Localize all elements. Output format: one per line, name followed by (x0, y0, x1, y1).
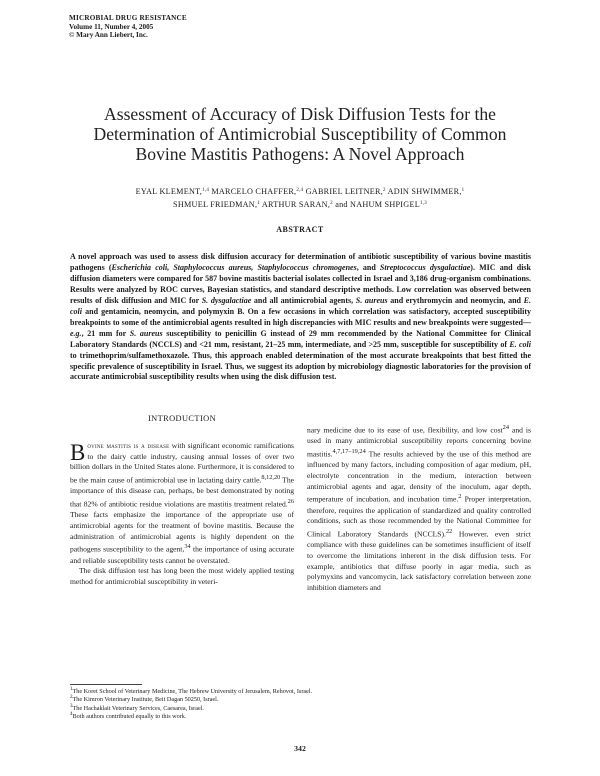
footnote-text: Both authors contributed equally to this work. (72, 712, 187, 720)
journal-copyright: © Mary Ann Liebert, Inc. (69, 31, 148, 40)
citation-mark: 22 (445, 527, 453, 535)
journal-volume: Volume 11, Number 4, 2005 (69, 22, 154, 31)
paragraph-text: with significant economic ramifications to the dairy cattle industry, causing annual losses of over two billion dollars in the United States alone. Furthermore, it is considered to be the main cause of antimicrobial use in lactating dairy cattle. (70, 441, 295, 485)
body-column-left (70, 441, 294, 588)
paragraph-text: However, even strict compliance with these guidelines can be sometimes insufficient of itself to overcome the limitations inherent in the disk diffusion tests. For example, antibiotics that diffuse poorly in agar media, such as polymyxins and vancomycin, lack satisfactory correlation between zone inhibition diameters and (307, 529, 532, 592)
abstract-text: and erythromycin and neomycin, and (387, 295, 524, 305)
abstract-emphasis: e.g. (70, 328, 82, 338)
abstract-text: , and (356, 262, 380, 272)
author-affiliation-mark: 1,3 (419, 200, 427, 206)
drop-cap: B (70, 440, 86, 465)
paragraph-text: The importance of this disease can, perhaps, be best demonstrated by noting that 82% of antibiotic residue violations are mastitis treatment related. (70, 475, 294, 509)
abstract-body (70, 252, 531, 383)
body-column-right (307, 423, 531, 594)
citation-mark: 4,7,17–19,24 (332, 447, 366, 455)
footnote-mark: 2 (70, 695, 73, 701)
abstract-text: , 21 mm for (81, 328, 130, 338)
citation-mark: 2 (458, 493, 462, 501)
paragraph-text: nary medicine due to its ease of use, flexibility, and low cost (307, 425, 503, 435)
citation-mark: 34 (184, 543, 191, 551)
footnote-mark: 4 (70, 711, 73, 717)
intro-paragraph-1 (70, 441, 294, 566)
footnote-text: The Koret School of Veterinary Medicine, The Hebrew University of Jerusalem, Rehovot, Israel. (72, 688, 313, 695)
author-affiliation-mark: 1 (257, 200, 261, 206)
abstract-text: and all antimicrobial agents, (251, 295, 356, 305)
author-name: SHMUEL FRIEDMAN, (173, 199, 258, 209)
footnote (70, 705, 531, 713)
footnote (70, 713, 531, 721)
species-name: S. dysgalactiae (201, 295, 252, 305)
author-affiliation-mark: 1 (461, 188, 465, 193)
journal-name: MICROBIAL DRUG RESISTANCE (69, 14, 187, 22)
author-name: ARTHUR SARAN, (261, 199, 331, 209)
author-affiliation-mark: 1,4 (202, 188, 210, 193)
abstract-text: susceptibility to penicillin G instead of 29 mm recommended by the National Committee for Clinical Laboratory Standards (NCCLS) and <21 mm, resistant, 21–25 mm, intermediate, and >25 mm, susceptible for susceptibility of (70, 328, 532, 349)
title-line-1: Assessment of Accuracy of Disk Diffusion Tests for the (104, 104, 496, 124)
author-affiliation-mark: 2 (330, 200, 333, 206)
article-title (60, 104, 540, 165)
footnote (70, 696, 531, 704)
abstract-text: to trimethoprim/sulfamethoxazole. Thus, this approach enabled determination of the most accurate breakpoints that best fitted the specific prevalence of susceptibility in Israel. Thus, we suggest its adoption by microbiology diagnostic laboratories for the provision of accurate antimicrobial susceptibility results when using the disk diffusion test. (70, 350, 531, 382)
title-line-2: Determination of Antimicrobial Susceptibility of Common (93, 124, 507, 145)
species-name: Streptococcus dysgalactiae (379, 262, 471, 272)
footnote-divider (70, 684, 142, 685)
paragraph-text: and is used in many antimicrobial susceptibility reports concerning bovine mastitis. (307, 425, 532, 459)
citation-mark: 24 (502, 424, 509, 431)
page-number: 342 (294, 744, 306, 753)
affiliation-footnotes (70, 688, 531, 721)
author-affiliation-mark: 2 (383, 188, 386, 193)
citation-mark: 8,12,20 (261, 474, 281, 482)
abstract-text: A novel approach was used to assess disk diffusion accuracy for determination of antibiotic susceptibility of various bovine mastitis pathogens ( (70, 252, 531, 272)
species-name: S. aureus (355, 295, 388, 305)
abstract-heading: ABSTRACT (276, 225, 324, 234)
author-affiliation-mark: 2,4 (296, 188, 304, 193)
species-name: S. aureus (129, 328, 163, 338)
intro-paragraph-2-continued (307, 423, 531, 594)
paragraph-text: These facts emphasize the importance of the appropriate use of antimicrobial agents for the treatment of bovine mastitis. Because the administration of antimicrobial agents is highly dependent on the pathogens susceptibility to the agent, (70, 510, 294, 554)
author-name: GABRIEL LEITNER, (305, 187, 384, 196)
author-name: MARCELO CHAFFER, (211, 187, 297, 196)
author-name: EYAL KLEMENT, (135, 187, 203, 196)
citation-mark: 26 (287, 498, 294, 506)
footnote-text: The Kimron Veterinary Institute, Beit Dagan 50250, Israel. (72, 696, 219, 704)
footnote-mark: 3 (70, 703, 73, 709)
footnote-text: The Hachaklait Veterinary Services, Caesarea, Israel. (72, 704, 204, 712)
species-name: Escherichia coli, Staphylococcus aureus, Staphylococcus chromogenes (111, 262, 357, 272)
species-name: E. coli (509, 339, 531, 349)
abstract-text: ). MIC and disk diffusion diameters were compared for 587 bovine mastitis bacterial isolates collected in Israel and 3,186 drug-organism combinations. Results were analyzed by ROC curves, Bayesian statistics, and standard descriptive methods. Low correlation was observed between results of disk diffusion and MIC for (70, 262, 531, 305)
abstract-text: and gentamicin, neomycin, and polymyxin B. On a few occasions in which correlation was satisfactory, accepted susceptibility breakpoints to some of the antimicrobial agents resulted in high discrepancies with MIC results and new breakpoints were suggested— (70, 306, 531, 327)
author-name: ADIN SHWIMMER, (387, 187, 462, 196)
introduction-heading: INTRODUCTION (147, 414, 217, 423)
intro-lead-in: ovine mastitis is a disease (87, 441, 170, 450)
title-line-3: Bovine Mastitis Pathogens: A Novel Approach (135, 144, 465, 165)
footnote-mark: 1 (70, 687, 73, 692)
author-name: and NAHUM SHPIGEL (335, 199, 420, 209)
intro-paragraph-2: The disk diffusion test has long been the most widely applied testing method for antimicrobial susceptibility in veteri- (70, 566, 294, 587)
paragraph-text: The results achieved by the use of this method are influenced by many factors, including composition of agar medium, pH, electrolyte concentration in the medium, interaction between antimicrobial agents and agar, density of the inoculum, agar depth, temperature of incubation, and incubation time. (307, 449, 531, 504)
species-name: E. coli (70, 295, 531, 316)
paragraph-text: Proper interpretation, therefore, requires the application of standardized and quality controlled conditions, such as those recommended by the National Committee for Clinical Laboratory Standards (NCCLS). (307, 494, 531, 539)
journal-header (69, 14, 187, 40)
paragraph-text: the importance of using accurate and reliable susceptibility tests cannot be overstated. (70, 544, 294, 565)
author-list (60, 186, 540, 211)
